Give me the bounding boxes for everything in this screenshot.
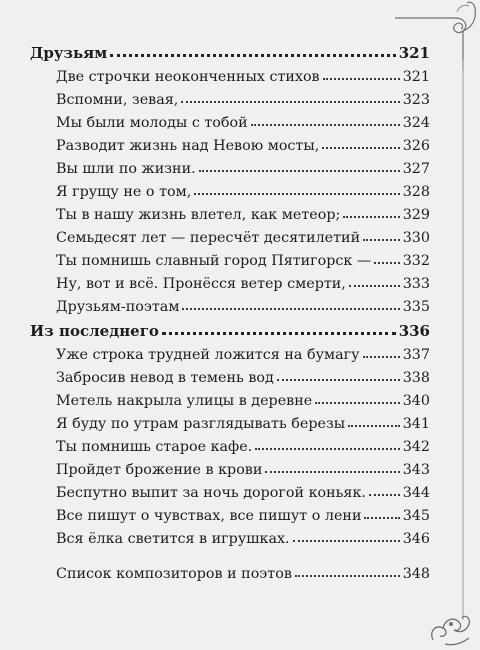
toc-section-heading[interactable]: [30, 38, 430, 62]
dot-leader: [255, 430, 399, 450]
frame-line: [460, 60, 470, 620]
toc-entry[interactable]: [56, 268, 430, 292]
entry-title: Вспомни, зевая,: [56, 92, 179, 108]
entry-page-number: 337: [402, 347, 430, 363]
dot-leader: [364, 499, 399, 519]
dot-leader: [295, 557, 400, 577]
entry-title: Ты в нашу жизнь влетел, как метеор;: [56, 207, 341, 223]
section-page-number: 321: [398, 44, 430, 62]
toc-entry[interactable]: [56, 222, 430, 246]
entry-title: Вся ёлка светится в игрушках.: [56, 531, 290, 547]
entry-title: Разводит жизнь над Невою мосты,: [56, 138, 320, 154]
dot-leader: [265, 453, 399, 473]
dot-leader: [363, 221, 400, 241]
dot-leader: [182, 290, 399, 310]
section-title: Из последнего: [30, 322, 159, 340]
entry-page-number: 346: [402, 531, 430, 547]
dot-leader: [315, 384, 400, 404]
toc-entry[interactable]: [56, 176, 430, 200]
toc-entry[interactable]: [56, 362, 430, 386]
entry-page-number: 327: [402, 161, 430, 177]
toc-entry[interactable]: [56, 84, 430, 108]
entry-title: Уже строка трудней ложится на бумагу: [56, 347, 360, 363]
entry-title: Две строчки неоконченных стихов: [56, 69, 320, 85]
section-page-number: 336: [398, 322, 430, 340]
toc-entry[interactable]: [56, 431, 430, 455]
dot-leader: [199, 152, 400, 172]
dot-leader: [110, 36, 395, 57]
toc-entry[interactable]: [56, 153, 430, 177]
toc-entry[interactable]: [56, 61, 430, 85]
toc-entry[interactable]: [56, 130, 430, 154]
entry-title: Семьдесят лет — пересчёт десятилетий: [56, 230, 361, 246]
entry-title: Я грущу не о том,: [56, 184, 192, 200]
entry-title: Все пишут о чувствах, все пишут о лени: [56, 508, 362, 524]
toc-entry[interactable]: [56, 454, 430, 478]
entry-title: Друзьям-поэтам: [56, 299, 180, 315]
entry-title: Список композиторов и поэтов: [56, 566, 292, 582]
entry-page-number: 324: [402, 115, 430, 131]
entry-title: Ну, вот и всё. Пронёсся ветер смерти,: [56, 276, 346, 292]
entry-page-number: 343: [402, 462, 430, 478]
dot-leader: [363, 338, 400, 358]
dot-leader: [349, 267, 400, 287]
dot-leader: [369, 476, 400, 496]
toc-entry[interactable]: [56, 291, 430, 315]
entry-page-number: 333: [402, 276, 430, 292]
entry-page-number: 335: [402, 299, 430, 315]
entry-title: Забросив невод в темень вод: [56, 370, 274, 386]
toc-entry-composers[interactable]: [56, 558, 430, 582]
dot-leader: [181, 83, 399, 103]
toc-entry[interactable]: [56, 500, 430, 524]
entry-page-number: 348: [402, 566, 430, 582]
entry-page-number: 340: [402, 393, 430, 409]
dot-leader: [343, 198, 399, 218]
toc-entry[interactable]: [56, 385, 430, 409]
entry-title: Ты помнишь славный город Пятигорск —: [56, 253, 372, 269]
flourish-ornament-icon: [425, 600, 480, 650]
entry-page-number: 341: [402, 416, 430, 432]
entry-page-number: 323: [402, 92, 430, 108]
entry-page-number: 338: [402, 370, 430, 386]
section-title: Друзьям: [30, 44, 108, 62]
entry-page-number: 345: [402, 508, 430, 524]
dot-leader: [348, 407, 400, 427]
entry-page-number: 329: [402, 207, 430, 223]
entry-page-number: 332: [402, 253, 430, 269]
toc-entry[interactable]: [56, 523, 430, 547]
toc-section-heading[interactable]: [30, 316, 430, 340]
entry-title: Ты помнишь старое кафе.: [56, 439, 253, 455]
dot-leader: [322, 129, 399, 149]
toc-entry[interactable]: [56, 477, 430, 501]
dot-leader: [277, 361, 400, 381]
entry-page-number: 328: [402, 184, 430, 200]
entry-page-number: 326: [402, 138, 430, 154]
dot-leader: [162, 314, 396, 335]
entry-title: Метель накрыла улицы в деревне: [56, 393, 313, 409]
entry-title: Пройдет брожение в крови: [56, 462, 263, 478]
dot-leader: [194, 175, 399, 195]
entry-title: Мы были молоды с тобой: [56, 115, 248, 131]
dot-leader: [374, 244, 400, 264]
entry-page-number: 342: [402, 439, 430, 455]
dot-leader: [251, 106, 400, 126]
entry-page-number: 330: [402, 230, 430, 246]
dot-leader: [323, 60, 400, 80]
toc-entry[interactable]: [56, 339, 430, 363]
dot-leader: [293, 522, 400, 542]
entry-title: Я буду по утрам разглядывать березы: [56, 416, 346, 432]
entry-page-number: 344: [402, 485, 430, 501]
toc-entry[interactable]: [56, 199, 430, 223]
entry-page-number: 321: [402, 69, 430, 85]
entry-title: Беспутно выпит за ночь дорогой коньяк.: [56, 485, 366, 501]
entry-title: Вы шли по жизни.: [56, 161, 196, 177]
toc-entry[interactable]: [56, 245, 430, 269]
toc-entry[interactable]: [56, 107, 430, 131]
toc-entry[interactable]: [56, 408, 430, 432]
